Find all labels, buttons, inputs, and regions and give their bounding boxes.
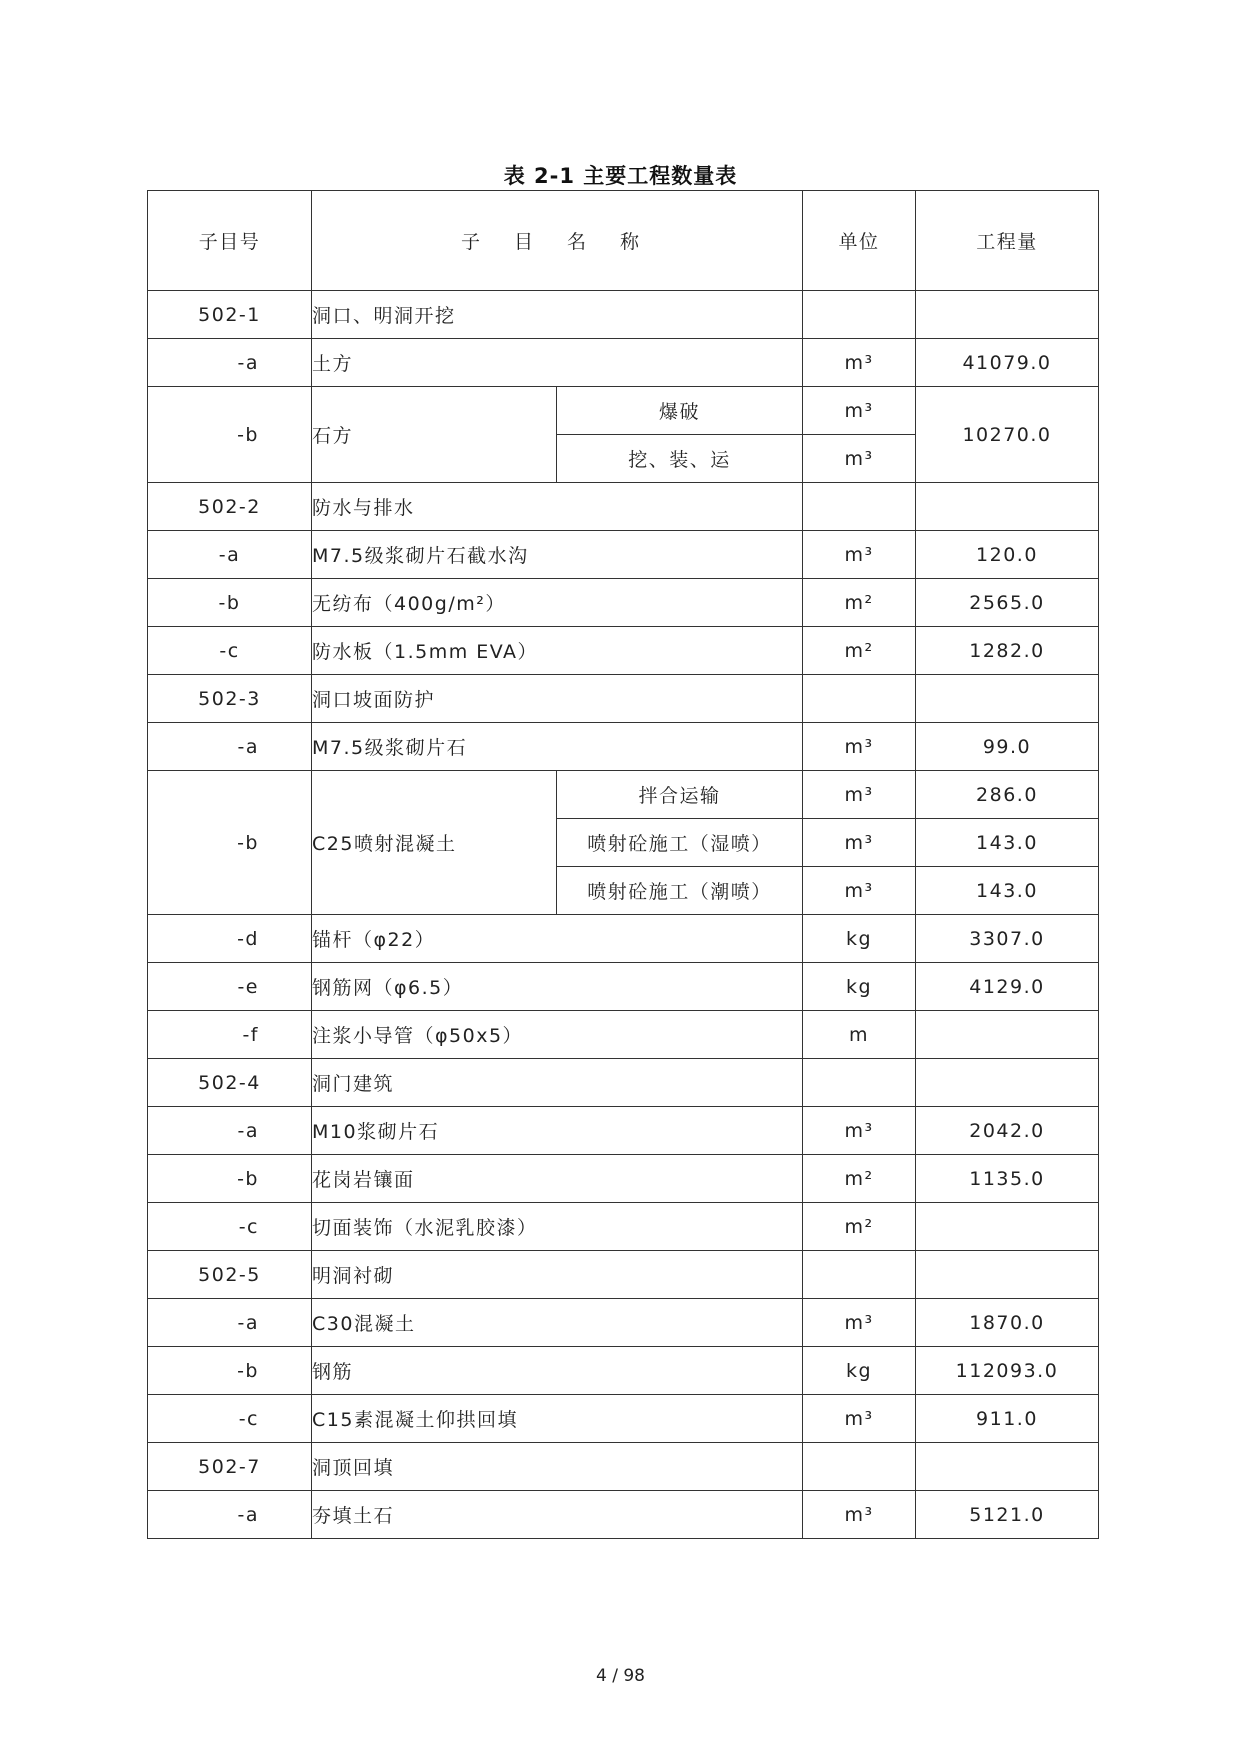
table-row — [148, 963, 1099, 1011]
item-name: C30混凝土 — [312, 1299, 803, 1347]
item-qty — [916, 291, 1099, 339]
item-name: 石方 — [312, 387, 557, 483]
item-code: -c — [148, 1203, 312, 1251]
item-unit: m³ — [803, 771, 916, 819]
item-qty: 5121.0 — [916, 1491, 1099, 1539]
item-code: -a — [148, 723, 312, 771]
table-row — [148, 1059, 1099, 1107]
item-qty — [916, 1443, 1099, 1491]
table-row — [148, 1251, 1099, 1299]
item-unit: m — [803, 1011, 916, 1059]
item-unit: m² — [803, 627, 916, 675]
item-code: 502-7 — [148, 1443, 312, 1491]
item-name: M10浆砌片石 — [312, 1107, 803, 1155]
table-title: 表 2-1 主要工程数量表 — [503, 164, 738, 188]
item-code: -e — [148, 963, 312, 1011]
item-code: 502-1 — [148, 291, 312, 339]
table-row — [148, 723, 1099, 771]
item-qty: 911.0 — [916, 1395, 1099, 1443]
item-name: 防水板（1.5mm EVA） — [312, 627, 803, 675]
item-qty: 3307.0 — [916, 915, 1099, 963]
header-code: 子目号 — [148, 191, 312, 291]
item-unit: m³ — [803, 819, 916, 867]
item-code: -a — [148, 531, 312, 579]
item-code: -f — [148, 1011, 312, 1059]
item-code: -b — [148, 771, 312, 915]
table-row — [148, 387, 1099, 435]
item-qty: 1870.0 — [916, 1299, 1099, 1347]
item-unit: m³ — [803, 531, 916, 579]
item-unit: kg — [803, 915, 916, 963]
item-name: 夯填土石 — [312, 1491, 803, 1539]
table-row — [148, 1203, 1099, 1251]
table-row — [148, 1107, 1099, 1155]
item-unit — [803, 675, 916, 723]
item-unit: m² — [803, 579, 916, 627]
item-qty: 112093.0 — [916, 1347, 1099, 1395]
item-unit: m³ — [803, 1491, 916, 1539]
item-name: 土方 — [312, 339, 803, 387]
item-qty: 1135.0 — [916, 1155, 1099, 1203]
item-name: C25喷射混凝土 — [312, 771, 557, 915]
item-qty — [916, 1011, 1099, 1059]
item-qty — [916, 1251, 1099, 1299]
table-row — [148, 1155, 1099, 1203]
item-name: 切面装饰（水泥乳胶漆） — [312, 1203, 803, 1251]
item-unit: m³ — [803, 387, 916, 435]
item-subname: 爆破 — [557, 387, 803, 435]
item-qty — [916, 1203, 1099, 1251]
page-number: 4 / 98 — [596, 1666, 645, 1686]
item-code: -a — [148, 1491, 312, 1539]
item-qty: 2565.0 — [916, 579, 1099, 627]
item-qty: 120.0 — [916, 531, 1099, 579]
item-code: -b — [148, 579, 312, 627]
table-row — [148, 1011, 1099, 1059]
item-unit: m³ — [803, 1395, 916, 1443]
item-qty: 10270.0 — [916, 387, 1099, 483]
item-unit — [803, 1443, 916, 1491]
table-row — [148, 339, 1099, 387]
item-qty: 143.0 — [916, 867, 1099, 915]
header-name: 子 目 名 称 — [312, 191, 803, 291]
item-code: 502-5 — [148, 1251, 312, 1299]
item-name: 明洞衬砌 — [312, 1251, 803, 1299]
item-unit: m² — [803, 1203, 916, 1251]
item-code: -a — [148, 339, 312, 387]
item-code: 502-3 — [148, 675, 312, 723]
item-qty: 2042.0 — [916, 1107, 1099, 1155]
header-unit: 单位 — [803, 191, 916, 291]
item-unit: m³ — [803, 339, 916, 387]
item-name: 防水与排水 — [312, 483, 803, 531]
item-code: -b — [148, 1347, 312, 1395]
table-row — [148, 1347, 1099, 1395]
item-qty: 41079.0 — [916, 339, 1099, 387]
item-name: 洞口坡面防护 — [312, 675, 803, 723]
item-code: -c — [148, 1395, 312, 1443]
item-code: -a — [148, 1299, 312, 1347]
table-row — [148, 531, 1099, 579]
item-unit — [803, 483, 916, 531]
item-unit: m³ — [803, 1299, 916, 1347]
item-name: M7.5级浆砌片石 — [312, 723, 803, 771]
item-name: 洞顶回填 — [312, 1443, 803, 1491]
item-unit: kg — [803, 1347, 916, 1395]
table-row — [148, 915, 1099, 963]
item-code: -b — [148, 1155, 312, 1203]
item-code: -b — [148, 387, 312, 483]
table-row — [148, 579, 1099, 627]
table-row — [148, 483, 1099, 531]
item-subname: 喷射砼施工（潮喷） — [557, 867, 803, 915]
item-qty — [916, 1059, 1099, 1107]
table-row — [148, 291, 1099, 339]
item-code: 502-2 — [148, 483, 312, 531]
item-subname: 拌合运输 — [557, 771, 803, 819]
item-name: 洞门建筑 — [312, 1059, 803, 1107]
quantity-table — [147, 190, 1099, 1539]
item-unit — [803, 1251, 916, 1299]
table-header-row — [148, 191, 1099, 291]
item-name: 花岗岩镶面 — [312, 1155, 803, 1203]
item-subname: 喷射砼施工（湿喷） — [557, 819, 803, 867]
item-qty — [916, 675, 1099, 723]
item-code: -d — [148, 915, 312, 963]
item-qty: 1282.0 — [916, 627, 1099, 675]
item-unit: m² — [803, 1155, 916, 1203]
table-row — [148, 1443, 1099, 1491]
item-name: 钢筋网（φ6.5） — [312, 963, 803, 1011]
item-unit: m³ — [803, 867, 916, 915]
item-qty: 4129.0 — [916, 963, 1099, 1011]
item-qty — [916, 483, 1099, 531]
item-qty: 143.0 — [916, 819, 1099, 867]
table-row — [148, 1491, 1099, 1539]
table-row — [148, 1395, 1099, 1443]
item-name: 无纺布（400g/m²） — [312, 579, 803, 627]
item-unit: m³ — [803, 723, 916, 771]
item-name: 钢筋 — [312, 1347, 803, 1395]
item-name: M7.5级浆砌片石截水沟 — [312, 531, 803, 579]
item-name: 锚杆（φ22） — [312, 915, 803, 963]
item-code: -c — [148, 627, 312, 675]
item-subname: 挖、装、运 — [557, 435, 803, 483]
item-unit: m³ — [803, 435, 916, 483]
item-unit — [803, 291, 916, 339]
item-code: 502-4 — [148, 1059, 312, 1107]
item-unit: m³ — [803, 1107, 916, 1155]
item-name: 洞口、明洞开挖 — [312, 291, 803, 339]
item-qty: 286.0 — [916, 771, 1099, 819]
table-row — [148, 675, 1099, 723]
item-qty: 99.0 — [916, 723, 1099, 771]
item-unit: kg — [803, 963, 916, 1011]
item-code: -a — [148, 1107, 312, 1155]
item-name: 注浆小导管（φ50x5） — [312, 1011, 803, 1059]
table-row — [148, 771, 1099, 819]
table-row — [148, 1299, 1099, 1347]
header-qty: 工程量 — [916, 191, 1099, 291]
item-name: C15素混凝土仰拱回填 — [312, 1395, 803, 1443]
item-unit — [803, 1059, 916, 1107]
table-row — [148, 627, 1099, 675]
